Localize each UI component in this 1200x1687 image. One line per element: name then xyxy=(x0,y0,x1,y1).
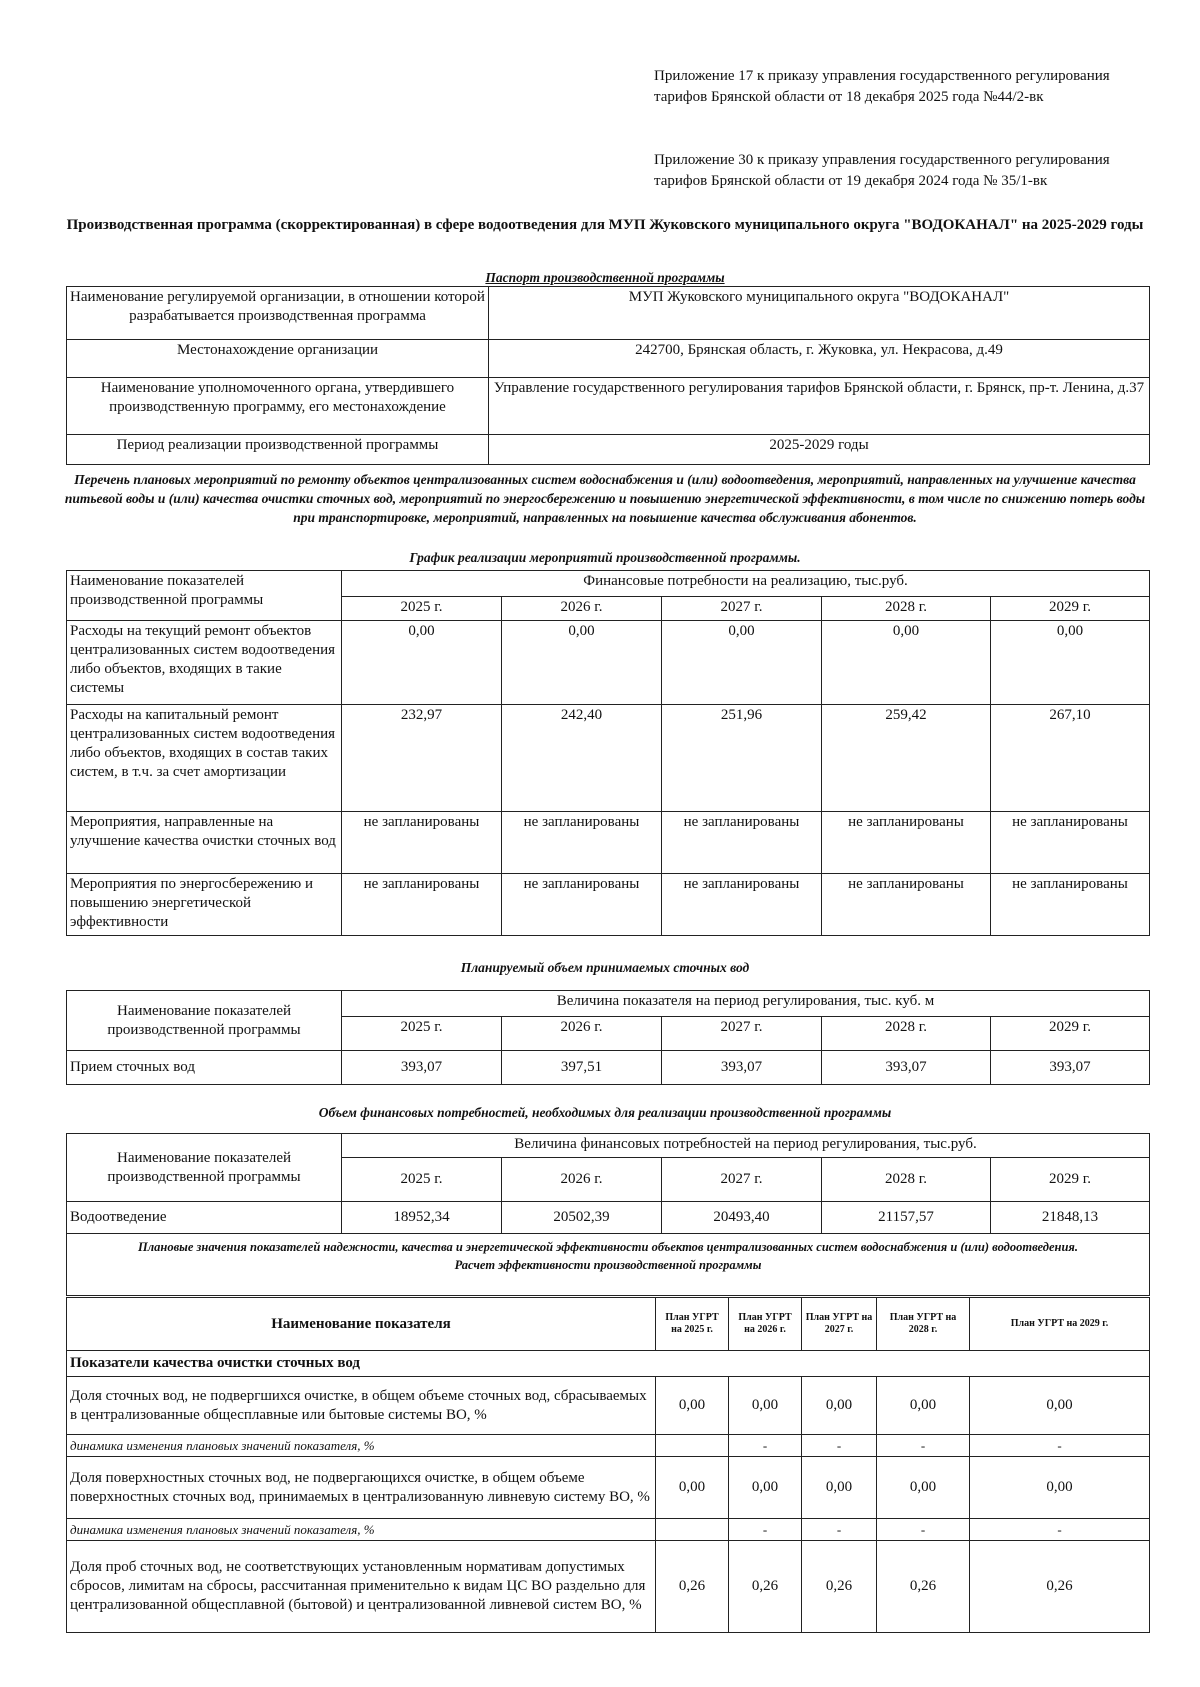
cell-value: 393,07 xyxy=(342,1051,502,1085)
table-row xyxy=(67,1234,1150,1296)
plan-header: План УГРТ на 2026 г. xyxy=(729,1298,802,1351)
year-header: 2028 г. xyxy=(822,597,991,621)
cell-value: 0,00 xyxy=(662,621,822,705)
cell-value: не запланированы xyxy=(502,874,662,936)
table-row xyxy=(67,621,1150,705)
cell-value: 0,00 xyxy=(822,621,991,705)
cell-value: 0,26 xyxy=(729,1541,802,1633)
cell-value: не запланированы xyxy=(822,812,991,874)
table-row xyxy=(67,705,1150,812)
table-row xyxy=(67,1051,1150,1085)
passport-label: Местонахождение организации xyxy=(67,340,489,378)
dynamics-label: динамика изменения плановых значений показателя, % xyxy=(67,1519,656,1541)
row-label: Расходы на текущий ремонт объектов централизованных систем водоотведения либо объектов, входящих в такие системы xyxy=(67,621,342,705)
year-header: 2028 г. xyxy=(822,1158,991,1202)
cell-value: - xyxy=(877,1519,970,1541)
cell-value: 0,00 xyxy=(342,621,502,705)
cell-value: 397,51 xyxy=(502,1051,662,1085)
cell-value: не запланированы xyxy=(991,812,1150,874)
table-row xyxy=(67,1457,1150,1519)
cell-value: не запланированы xyxy=(662,874,822,936)
cell-value: 0,26 xyxy=(877,1541,970,1633)
efficiency-table xyxy=(66,1297,1150,1633)
cell-value: 0,00 xyxy=(729,1377,802,1435)
cell-value: 0,26 xyxy=(802,1541,877,1633)
measures-caption: Перечень плановых мероприятий по ремонту объектов централизованных систем водоснабжения и (или) водоотведения, мероприятий, направленных на улучшение качества питьевой воды и (или) качества очистки сточных вод, мероприятий по энергосбережению и повышению энергетической эффективности, в том числе по снижению потерь воды при транспортировке, мероприятий, направленных на повышение качества обслуживания абонентов. xyxy=(64,472,1146,525)
plan-header: План УГРТ на 2029 г. xyxy=(970,1298,1150,1351)
table-row xyxy=(67,340,1150,378)
cell-value: 18952,34 xyxy=(342,1202,502,1234)
finance-table xyxy=(66,1133,1150,1296)
table-row xyxy=(67,874,1150,936)
cell-value: 0,00 xyxy=(970,1377,1150,1435)
cell-value: 20493,40 xyxy=(662,1202,822,1234)
passport-label: Наименование регулируемой организации, в отношении которой разрабатывается производственная программа xyxy=(67,287,489,340)
cell-value: не запланированы xyxy=(822,874,991,936)
year-header: 2025 г. xyxy=(342,597,502,621)
cell-value: - xyxy=(802,1435,877,1457)
year-header: 2026 г. xyxy=(502,597,662,621)
year-header: 2025 г. xyxy=(342,1158,502,1202)
table-row xyxy=(67,1377,1150,1435)
dynamics-label: динамика изменения плановых значений показателя, % xyxy=(67,1435,656,1457)
year-header: 2026 г. xyxy=(502,1017,662,1051)
plan-header: План УГРТ на 2025 г. xyxy=(656,1298,729,1351)
table-row xyxy=(67,571,1150,597)
cell-value: 267,10 xyxy=(991,705,1150,812)
passport-value: МУП Жуковского муниципального округа "ВОДОКАНАЛ" xyxy=(489,287,1150,340)
year-header: 2029 г. xyxy=(991,1158,1150,1202)
page-title: Производственная программа (скорректированная) в сфере водоотведения для МУП Жуковского муниципального округа "ВОДОКАНАЛ" на 2025-2029 годы xyxy=(66,217,1144,233)
passport-table xyxy=(66,286,1150,465)
cell-value: 0,00 xyxy=(802,1377,877,1435)
passport-value: Управление государственного регулирования тарифов Брянской области, г. Брянск, пр-т. Ленина, д.37 xyxy=(489,378,1150,435)
cell-value: 0,26 xyxy=(970,1541,1150,1633)
cell-value: 21157,57 xyxy=(822,1202,991,1234)
cell-value: 393,07 xyxy=(822,1051,991,1085)
cell-value: 251,96 xyxy=(662,705,822,812)
year-header: 2027 г. xyxy=(662,597,822,621)
cell-value: не запланированы xyxy=(342,812,502,874)
group-header: Величина показателя на период регулирования, тыс. куб. м xyxy=(342,991,1150,1017)
passport-label: Период реализации производственной программы xyxy=(67,435,489,465)
cell-value xyxy=(656,1519,729,1541)
cell-value: 259,42 xyxy=(822,705,991,812)
cell-value: - xyxy=(802,1519,877,1541)
cell-value: 393,07 xyxy=(991,1051,1150,1085)
column-header: Наименование показателя xyxy=(67,1298,656,1351)
table-row xyxy=(67,812,1150,874)
table-row xyxy=(67,378,1150,435)
passport-caption: Паспорт производственной программы xyxy=(485,270,725,285)
cell-value: 0,00 xyxy=(502,621,662,705)
cell-value: 0,00 xyxy=(729,1457,802,1519)
volume-table xyxy=(66,990,1150,1085)
cell-value: не запланированы xyxy=(342,874,502,936)
cell-value: 393,07 xyxy=(662,1051,822,1085)
cell-value: 0,00 xyxy=(991,621,1150,705)
volume-caption: Планируемый объем принимаемых сточных вод xyxy=(460,960,750,975)
cell-value: - xyxy=(970,1435,1150,1457)
row-label: Расходы на капитальный ремонт централизованных систем водоотведения либо объектов, входящих в состав таких систем, в т.ч. за счет амортизации xyxy=(67,705,342,812)
row-label: Прием сточных вод xyxy=(67,1051,342,1085)
column-header: Наименование показателей производственной программы xyxy=(67,1134,342,1202)
cell-value: - xyxy=(877,1435,970,1457)
year-header: 2026 г. xyxy=(502,1158,662,1202)
table-row xyxy=(67,1298,1150,1351)
cell-value: 0,00 xyxy=(802,1457,877,1519)
efficiency-notes xyxy=(67,1234,1150,1296)
cell-value: - xyxy=(970,1519,1150,1541)
column-header: Наименование показателей производственной программы xyxy=(67,571,342,621)
cell-value: 232,97 xyxy=(342,705,502,812)
cell-value xyxy=(656,1435,729,1457)
row-label: Доля проб сточных вод, не соответствующих установленным нормативам допустимых сбросов, лимитам на сбросы, рассчитанная применительно к видам ЦС ВО раздельно для централизованной общесплавной (бытовой) и централизованной ливневой систем ВО, % xyxy=(67,1541,656,1633)
year-header: 2029 г. xyxy=(991,597,1150,621)
cell-value: 0,26 xyxy=(656,1541,729,1633)
appendix-30-note: Приложение 30 к приказу управления государственного регулирования тарифов Брянской области от 19 декабря 2024 года № 35/1-вк xyxy=(654,152,1110,189)
table-row xyxy=(67,1435,1150,1457)
cell-value: - xyxy=(729,1519,802,1541)
cell-value: 21848,13 xyxy=(991,1202,1150,1234)
table-row xyxy=(67,287,1150,340)
table-row xyxy=(67,1541,1150,1633)
row-label: Доля сточных вод, не подвергшихся очистке, в общем объеме сточных вод, сбрасываемых в централизованные общесплавные или бытовые системы ВО, % xyxy=(67,1377,656,1435)
cell-value: 0,00 xyxy=(877,1377,970,1435)
year-header: 2029 г. xyxy=(991,1017,1150,1051)
efficiency-note: Плановые значения показателей надежности, качества и энергетической эффективности объектов централизованных систем водоснабжения и (или) водоотведения. xyxy=(138,1240,1078,1254)
cell-value: 0,00 xyxy=(970,1457,1150,1519)
row-label: Мероприятия, направленные на улучшение качества очистки сточных вод xyxy=(67,812,342,874)
cell-value: 0,00 xyxy=(656,1457,729,1519)
row-label: Доля поверхностных сточных вод, не подвергающихся очистке, в общем объеме поверхностных сточных вод, принимаемых в централизованную ливневую систему ВО, % xyxy=(67,1457,656,1519)
column-header: Наименование показателей производственной программы xyxy=(67,991,342,1051)
cell-value: 0,00 xyxy=(656,1377,729,1435)
table-row xyxy=(67,1351,1150,1377)
year-header: 2028 г. xyxy=(822,1017,991,1051)
plan-header: План УГРТ на 2028 г. xyxy=(877,1298,970,1351)
year-header: 2027 г. xyxy=(662,1017,822,1051)
finance-caption: Объем финансовых потребностей, необходимых для реализации производственной программы xyxy=(318,1105,892,1120)
group-header: Финансовые потребности на реализацию, тыс.руб. xyxy=(342,571,1150,597)
section-header: Показатели качества очистки сточных вод xyxy=(67,1351,1150,1377)
cell-value: 242,40 xyxy=(502,705,662,812)
cell-value: не запланированы xyxy=(662,812,822,874)
passport-value: 242700, Брянская область, г. Жуковка, ул. Некрасова, д.49 xyxy=(489,340,1150,378)
group-header: Величина финансовых потребностей на период регулирования, тыс.руб. xyxy=(342,1134,1150,1158)
measures-table xyxy=(66,570,1150,936)
cell-value: 0,00 xyxy=(877,1457,970,1519)
plan-header: План УГРТ на 2027 г. xyxy=(802,1298,877,1351)
cell-value: - xyxy=(729,1435,802,1457)
row-label: Мероприятия по энергосбережению и повышению энергетической эффективности xyxy=(67,874,342,936)
table-row xyxy=(67,1519,1150,1541)
cell-value: не запланированы xyxy=(502,812,662,874)
table-row xyxy=(67,435,1150,465)
passport-label: Наименование уполномоченного органа, утвердившего производственную программу, его местонахождение xyxy=(67,378,489,435)
year-header: 2027 г. xyxy=(662,1158,822,1202)
table-row xyxy=(67,991,1150,1017)
cell-value: не запланированы xyxy=(991,874,1150,936)
table-row xyxy=(67,1134,1150,1158)
efficiency-subnote: Расчет эффективности производственной программы xyxy=(454,1258,762,1272)
year-header: 2025 г. xyxy=(342,1017,502,1051)
measures-subcaption: График реализации мероприятий производственной программы. xyxy=(409,550,801,565)
row-label: Водоотведение xyxy=(67,1202,342,1234)
appendix-17-note: Приложение 17 к приказу управления государственного регулирования тарифов Брянской области от 18 декабря 2025 года №44/2-вк xyxy=(654,68,1110,105)
table-row xyxy=(67,1202,1150,1234)
cell-value: 20502,39 xyxy=(502,1202,662,1234)
passport-value: 2025-2029 годы xyxy=(489,435,1150,465)
